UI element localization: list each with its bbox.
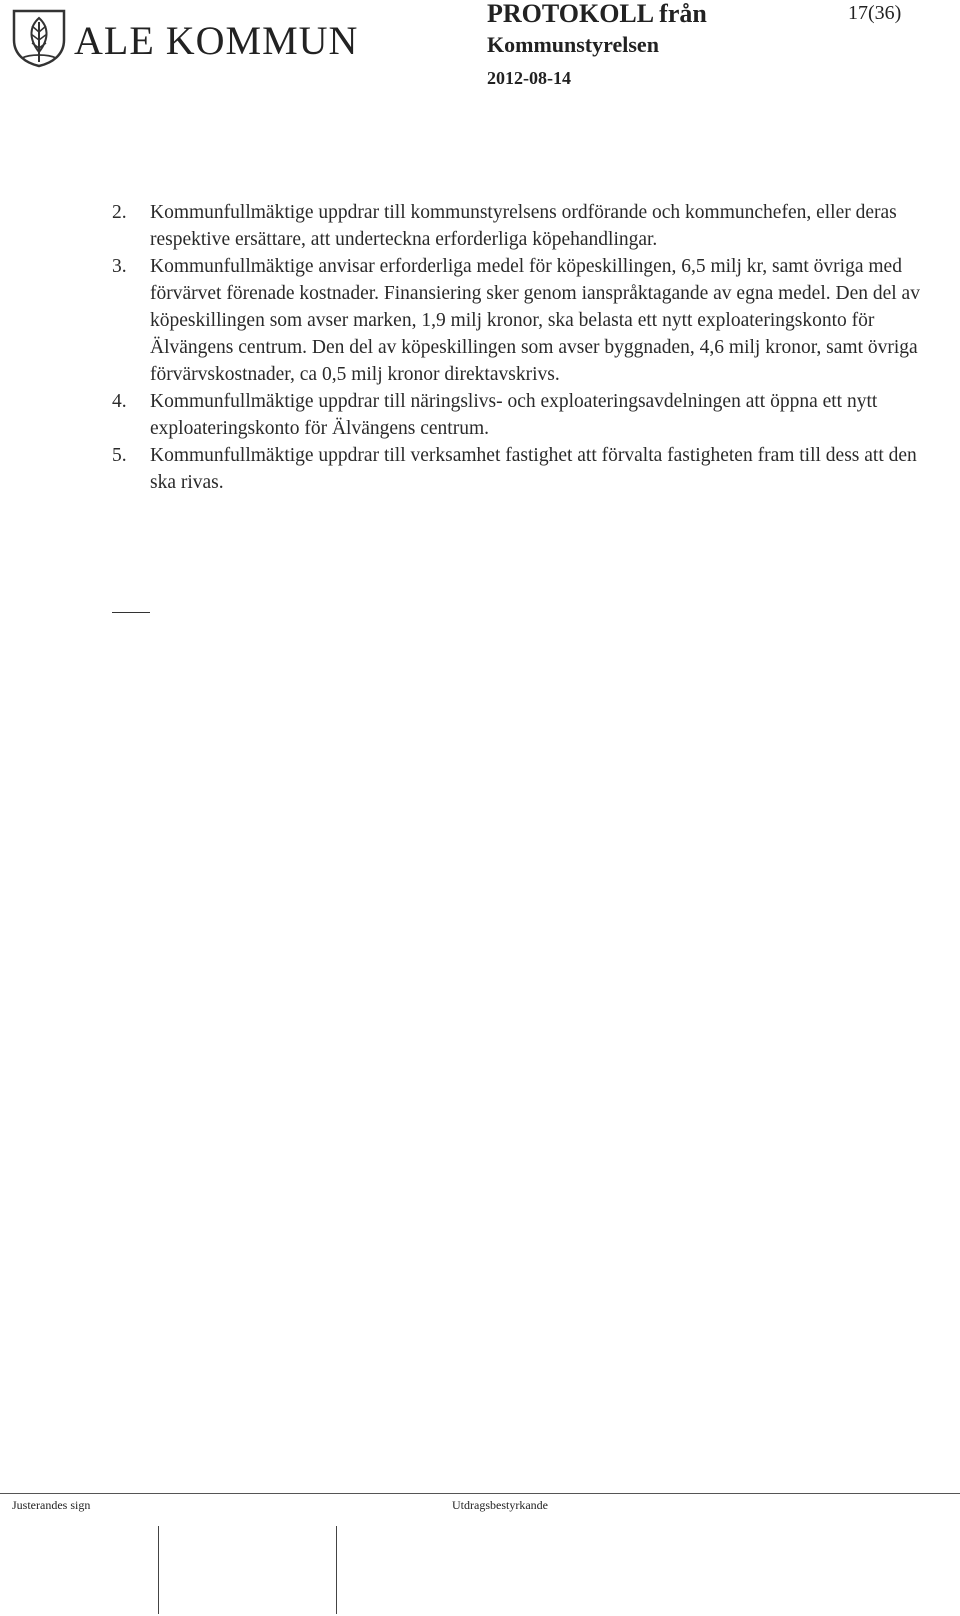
- item-number: 5.: [112, 445, 127, 466]
- list-item: [112, 199, 942, 253]
- item-number: 4.: [112, 391, 127, 412]
- document-header: [487, 0, 707, 94]
- item-text: Kommunfullmäktige uppdrar till verksamhet fastighet att förvalta fastigheten fram till dess att den ska rivas.: [150, 445, 917, 493]
- signature-box-divider: [158, 1526, 159, 1614]
- leaf-shield-icon: [10, 8, 68, 68]
- list-item: [112, 442, 942, 496]
- justerandes-sign-label: Justerandes sign: [12, 1498, 91, 1512]
- document-date: 2012-08-14: [487, 68, 571, 88]
- list-item: [112, 253, 942, 388]
- page-number: 17(36): [848, 2, 902, 24]
- item-number: 3.: [112, 256, 127, 277]
- document-organ: Kommunstyrelsen: [487, 32, 659, 57]
- utdragsbestyrkande-label: Utdragsbestyrkande: [452, 1498, 548, 1512]
- decision-list: [112, 199, 942, 496]
- section-divider: [112, 612, 150, 613]
- footer-divider: [0, 1493, 960, 1494]
- list-item: [112, 388, 942, 442]
- item-text: Kommunfullmäktige uppdrar till näringslivs- och exploateringsavdelningen att öppna ett nytt exploateringskonto för Älvängens centrum.: [150, 391, 878, 439]
- item-number: 2.: [112, 202, 127, 223]
- item-text: Kommunfullmäktige anvisar erforderliga medel för köpeskillingen, 6,5 milj kr, samt övriga med förvärvet förenade kostnader. Finansiering sker genom ianspråktagande av egna medel. Den del av köpeskillingen som avser marken, 1,9 milj kronor, ska belasta ett nytt exploateringskonto för Älvängens centrum. Den del av köpeskillingen som avser byggnaden, 4,6 milj kronor, samt övriga förvärvskostnader, ca 0,5 milj kronor direktavskrivs.: [150, 256, 920, 385]
- signature-box-divider: [336, 1526, 337, 1614]
- item-text: Kommunfullmäktige uppdrar till kommunstyrelsens ordförande och kommunchefen, eller deras respektive ersättare, att underteckna erforderliga köpehandlingar.: [150, 202, 897, 250]
- brand-name: ALE KOMMUN: [74, 18, 359, 63]
- document-type: PROTOKOLL från: [487, 0, 707, 28]
